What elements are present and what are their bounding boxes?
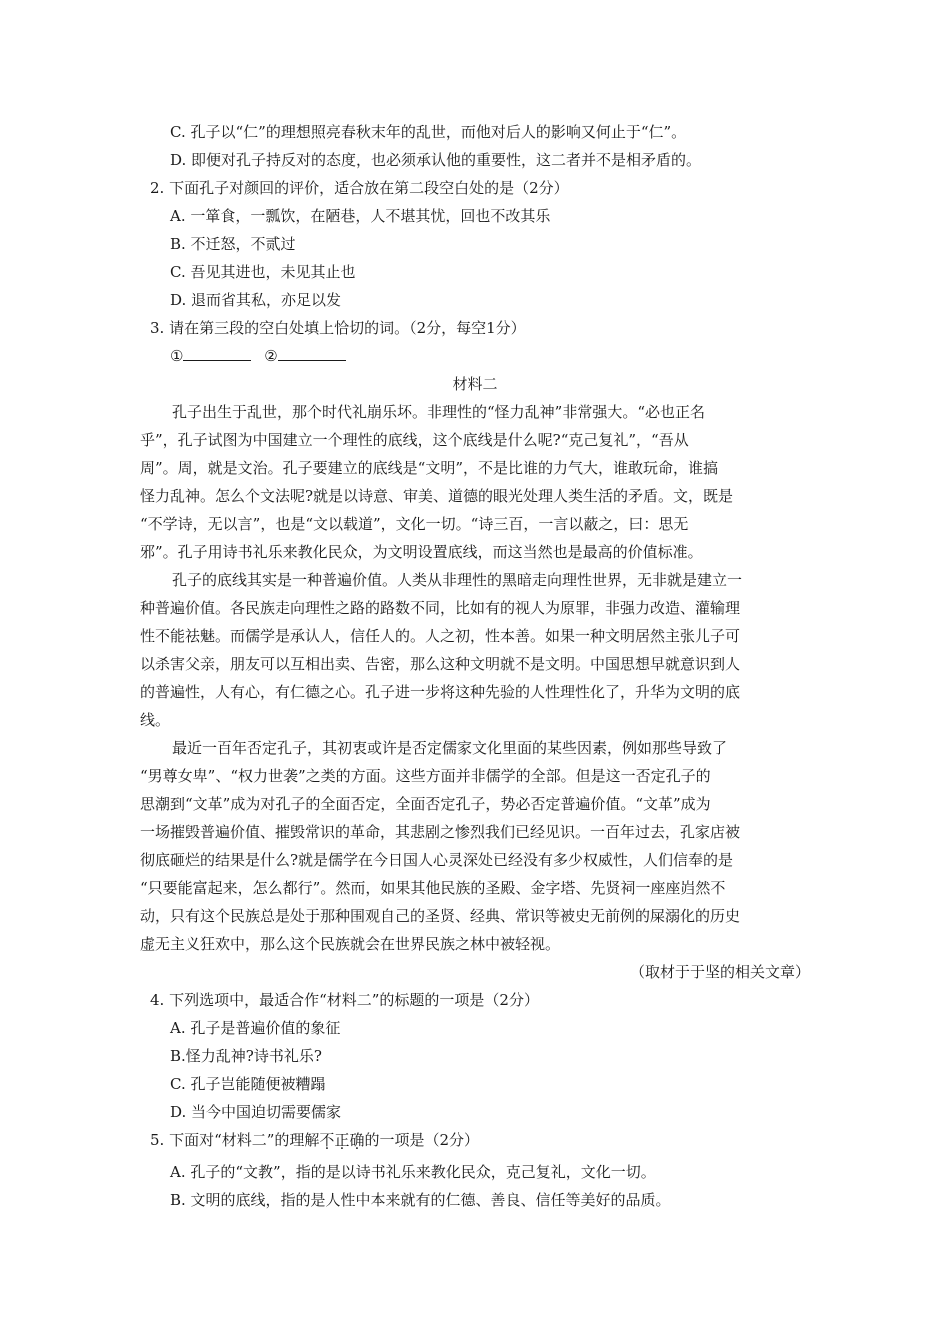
p2-line-1: 孔子的底线其实是一种普遍价值。人类从非理性的黑暗走向理性世界，无非就是建立一 — [172, 571, 743, 589]
q5-stem-after: 的一项是（2分） — [364, 1131, 480, 1149]
p3-line-2: “男尊女卑”、“权力世袭”之类的方面。这些方面并非儒学的全部。但是这一否定孔子的 — [140, 767, 711, 785]
q4-option-a: A. 孔子是普遍价值的象征 — [170, 1019, 341, 1037]
answer-blank-2[interactable] — [278, 342, 346, 361]
p3-line-1: 最近一百年否定孔子，其初衷或许是否定儒家文化里面的某些因素，例如那些导致了 — [172, 739, 728, 757]
blank-2-label: ② — [264, 347, 278, 365]
q4-option-c: C. 孔子岂能随便被糟蹋 — [170, 1075, 326, 1093]
p1-line-3: 周”。周，就是文治。孔子要建立的底线是“文明”，不是比谁的力气大，谁敢玩命，谁搞 — [140, 459, 719, 477]
p1-line-1: 孔子出生于乱世，那个时代礼崩乐坏。非理性的“怪力乱神”非常强大。“必也正名 — [172, 403, 706, 421]
p1-line-5: “不学诗，无以言”，也是“文以载道”，文化一切。“诗三百，一言以蔽之，曰：思无 — [140, 515, 689, 533]
q1-option-c: C. 孔子以“仁”的理想照亮春秋末年的乱世，而他对后人的影响又何止于“仁”。 — [170, 123, 687, 141]
p3-line-5: 彻底砸烂的结果是什么?就是儒学在今日国人心灵深处已经没有多少权威性，人们信奉的是 — [140, 851, 734, 869]
q5-emphasis-not: 不 — [319, 1131, 335, 1149]
q3-blanks — [170, 342, 354, 370]
p2-line-2: 种普遍价值。各民族走向理性之路的路数不同，比如有的视人为原罪，非强力改造、灌输理 — [140, 599, 741, 617]
q5-stem — [150, 1126, 479, 1154]
q4-stem: 4. 下列选项中，最适合作“材料二”的标题的一项是（2分） — [150, 991, 539, 1009]
q1-option-d: D. 即便对孔子持反对的态度，也必须承认他的重要性，这二者并不是相矛盾的。 — [170, 151, 702, 169]
p2-line-4: 以杀害父亲，朋友可以互相出卖、告密，那么这种文明就不是文明。中国思想早就意识到人 — [140, 655, 741, 673]
material-2-title: 材料二 — [452, 375, 498, 393]
q4-option-d: D. 当今中国迫切需要儒家 — [170, 1103, 342, 1121]
p3-line-4: 一场摧毁普遍价值、摧毁常识的革命，其悲剧之惨烈我们已经见识。一百年过去，孔家店被 — [140, 823, 741, 841]
p2-line-6: 线。 — [140, 711, 171, 729]
q3-stem: 3. 请在第三段的空白处填上恰切的词。（2分，每空1分） — [150, 319, 526, 337]
q2-stem: 2. 下面孔子对颜回的评价，适合放在第二段空白处的是（2分） — [150, 179, 569, 197]
p1-line-4: 怪力乱神。怎么个文法呢?就是以诗意、审美、道德的眼光处理人类生活的矛盾。文，既是 — [140, 487, 734, 505]
q2-option-b: B. 不迁怒，不贰过 — [170, 235, 296, 253]
source-citation: （取材于于坚的相关文章） — [629, 963, 810, 981]
p2-line-3: 性不能祛魅。而儒学是承认人，信任人的。人之初，性本善。如果一种文明居然主张儿子可 — [140, 627, 741, 645]
p1-line-2: 乎”，孔子试图为中国建立一个理性的底线，这个底线是什么呢?“克己复礼”，“吾从 — [140, 431, 689, 449]
q2-option-a: A. 一箪食，一瓢饮，在陋巷，人不堪其忧，回也不改其乐 — [170, 207, 551, 225]
p3-line-6: “只要能富起来，怎么都行”。然而，如果其他民族的圣殿、金字塔、先贤祠一座座岿然不 — [140, 879, 726, 897]
p1-line-6: 邪”。孔子用诗书礼乐来教化民众，为文明设置底线，而这当然也是最高的价值标准。 — [140, 543, 703, 561]
p3-line-3: 思潮到“文革”成为对孔子的全面否定，全面否定孔子，势必否定普遍价值。“文革”成为 — [140, 795, 711, 813]
q2-option-d: D. 退而省其私，亦足以发 — [170, 291, 342, 309]
q5-option-b: B. 文明的底线，指的是人性中本来就有的仁德、善良、信任等美好的品质。 — [170, 1191, 671, 1209]
q5-emphasis-correct: 正 — [334, 1131, 350, 1149]
p2-line-5: 的普遍性，人有心，有仁德之心。孔子进一步将这种先验的人性理性化了，升华为文明的底 — [140, 683, 741, 701]
q5-stem-before: 5. 下面对“材料二”的理解 — [150, 1131, 320, 1149]
p3-line-7: 动，只有这个民族总是处于那种围观自己的圣贤、经典、常识等被史无前例的屎溺化的历史 — [140, 907, 741, 925]
q2-option-c: C. 吾见其进也，未见其止也 — [170, 263, 356, 281]
q5-option-a: A. 孔子的“文教”，指的是以诗书礼乐来教化民众，克己复礼，文化一切。 — [170, 1163, 656, 1181]
p3-line-8: 虚无主义狂欢中，那么这个民族就会在世界民族之林中被轻视。 — [140, 935, 561, 953]
q5-emphasis-correct-2: 确 — [349, 1131, 365, 1149]
answer-blank-1[interactable] — [183, 342, 251, 361]
q4-option-b: B.怪力乱神?诗书礼乐? — [170, 1047, 322, 1065]
blank-1-label: ① — [170, 347, 184, 365]
